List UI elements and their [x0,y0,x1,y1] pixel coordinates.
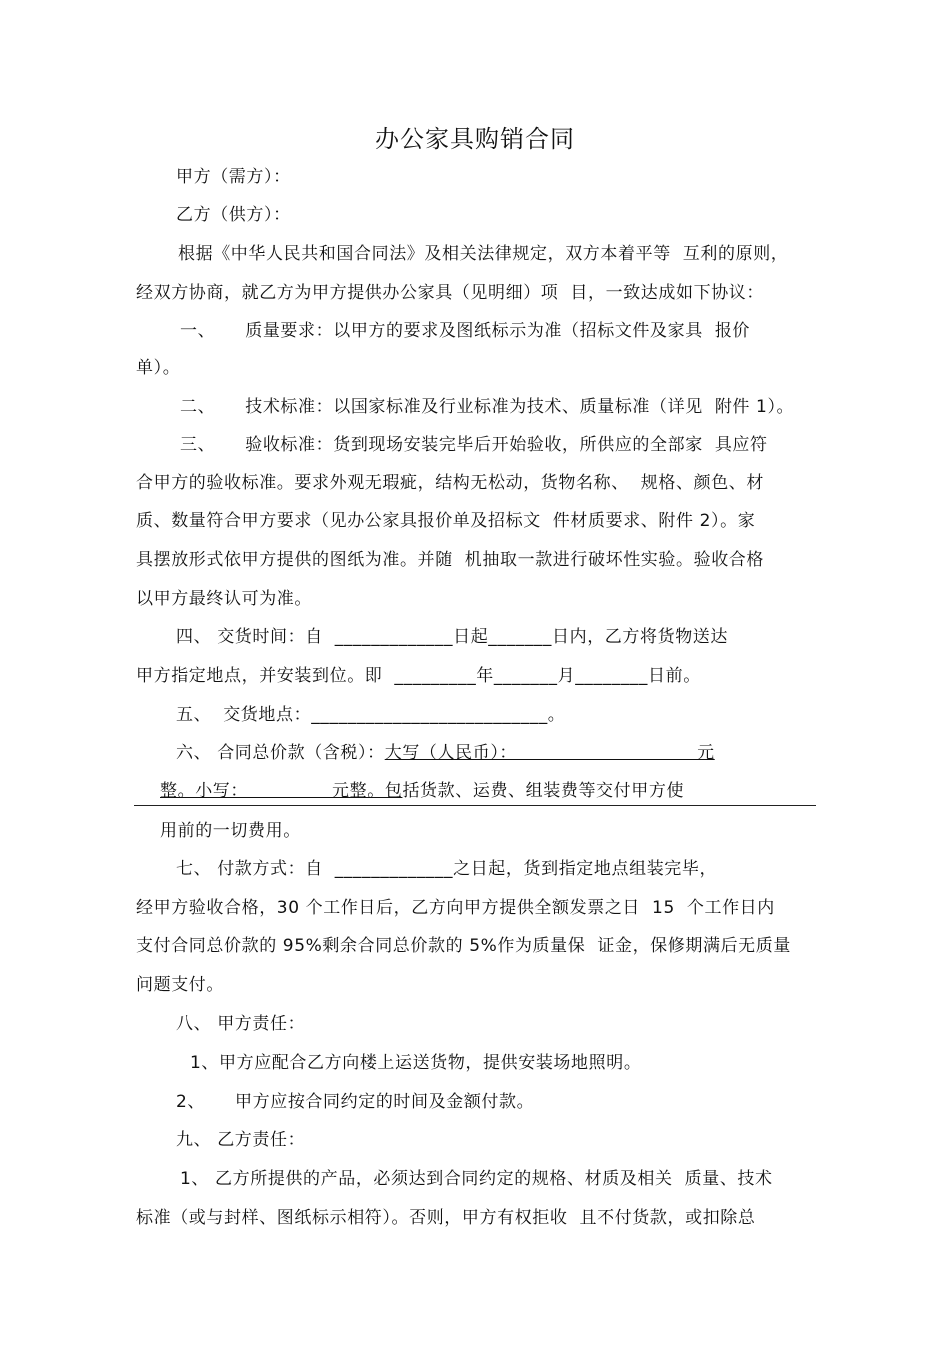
clause-9-item: 标准（或与封样、图纸标示相符）。否则，甲方有权拒收 且不付货款，或扣除总 [136,1208,756,1228]
amount-in-figures-field: 整。小写： 元整。包 [160,781,403,801]
clause-8-heading: 八、 甲方责任： [176,1014,306,1034]
clause-3-line: 以甲方最终认可为准。 [136,589,312,609]
clause-6-line [176,742,715,764]
clause-6-line: 用前的一切费用。 [160,821,301,841]
clause-6-line [160,780,684,802]
clause-3-line: 具摆放形式依甲方提供的图纸为准。并随 机抽取一款进行破坏性实验。验收合格 [136,550,765,570]
party-b-line: 乙方（供方）： [176,205,291,225]
clause-2-line: 二、 技术标准：以国家标准及行业标准为技术、质量标准（详见 附件 1）。 [180,397,795,417]
clause-7-line: 问题支付。 [136,975,224,995]
amount-in-words-field: 大写（人民币）： 元 [384,743,715,763]
clause-5-line: 五、 交货地点：__________________________。 [176,705,566,725]
clause-3-line: 合甲方的验收标准。要求外观无瑕疵，结构无松动，货物名称、 规格、颜色、材 [136,473,765,493]
divider-line [134,805,816,806]
clause-4-line: 四、 交货时间：自 _____________日起_______日内，乙方将货物送达 [176,627,729,647]
intro-line: 根据《中华人民共和国合同法》及相关法律规定，双方本着平等 互利的原则， [178,244,789,264]
clause-6-lead: 六、 合同总价款（含税）： [176,743,385,763]
intro-line: 经双方协商，就乙方为甲方提供办公家具（见明细）项 目，一致达成如下协议： [136,283,765,303]
clause-3-line: 三、 验收标准：货到现场安装完毕后开始验收，所供应的全部家 具应符 [180,435,768,455]
clause-9-item: 1、 乙方所提供的产品，必须达到合同约定的规格、材质及相关 质量、技术 [180,1169,773,1189]
document-title: 办公家具购销合同 [375,125,575,153]
party-a-line: 甲方（需方）： [176,167,291,187]
clause-4-line: 甲方指定地点，并安装到位。即 _________年_______月________日前。 [136,666,701,686]
clause-7-line: 支付合同总价款的 95%剩余合同总价款的 5%作为质量保 证金，保修期满后无质量 [136,936,791,956]
clause-8-item: 1、甲方应配合乙方向楼上运送货物，提供安装场地照明。 [190,1053,642,1073]
clause-8-item: 2、 甲方应按合同约定的时间及金额付款。 [176,1092,535,1112]
clause-6-text: 括货款、运费、组装费等交付甲方使 [402,781,685,801]
clause-9-heading: 九、 乙方责任： [176,1130,306,1150]
clause-1-line: 一、 质量要求：以甲方的要求及图纸标示为准（招标文件及家具 报价 [180,321,751,341]
clause-1-line: 单）。 [136,358,181,378]
clause-7-line: 七、 付款方式：自 _____________之日起，货到指定地点组装完毕， [176,859,718,879]
clause-7-line: 经甲方验收合格，30 个工作日后，乙方向甲方提供全额发票之日 15 个工作日内 [136,898,775,918]
clause-3-line: 质、数量符合甲方要求（见办公家具报价单及招标文 件材质要求、附件 2）。家 [136,511,756,531]
